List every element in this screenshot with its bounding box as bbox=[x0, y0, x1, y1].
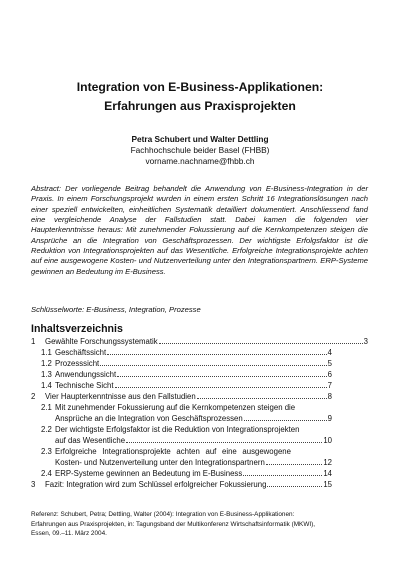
toc-entry bbox=[31, 479, 332, 490]
toc-leader-dots bbox=[244, 420, 327, 421]
toc-entry bbox=[41, 358, 332, 369]
toc-leader-dots bbox=[115, 387, 327, 388]
toc-entry-page: 6 bbox=[327, 370, 332, 379]
toc-leader-dots bbox=[126, 442, 322, 443]
authors: Petra Schubert und Walter Dettling bbox=[131, 134, 269, 144]
toc-entry-title-continued: Ansprüche an die Integration von Geschäftsprozessen bbox=[55, 414, 243, 423]
toc-entry-page: 10 bbox=[323, 436, 332, 445]
toc-leader-dots bbox=[267, 486, 322, 487]
toc-entry-page: 14 bbox=[323, 469, 332, 478]
toc-heading: Inhaltsverzeichnis bbox=[31, 323, 123, 335]
toc-entry-title: Der wichtigste Erfolgsfaktor ist die Reduktion von Integrationsprojekten bbox=[55, 425, 300, 434]
toc-entry-number: 1.4 bbox=[41, 381, 52, 390]
toc-entry-page: 9 bbox=[327, 414, 332, 423]
toc-entry-number: 2.2 bbox=[41, 425, 52, 434]
toc-entry bbox=[31, 391, 332, 402]
toc-entry-first-line bbox=[41, 424, 299, 435]
toc-leader-dots bbox=[159, 343, 363, 344]
toc-entry-page: 12 bbox=[323, 458, 332, 467]
toc-entry-title: Prozesssicht bbox=[55, 359, 100, 368]
toc-entry bbox=[41, 347, 332, 358]
toc-entry bbox=[55, 457, 332, 468]
abstract: Abstract: Der vorliegende Beitrag behandelt die Anwendung von E-Business-Integration in der Praxis. In einem Forschungsprojekt wurden in einem ersten Schritt 16 Integrationslösungen nach einer speziell entwickelten, einheitlichen Systematik detailliert dokumentiert. Anschliessend fand eine vergleichende Analyse der Fallstudien statt. Dabei kamen die folgenden vier Haupterkenntnisse heraus: Mit zunehmender Fokussierung auf die Kernkompetenzen steigen die Ansprüche an die Integration von Geschäftsprozessen. Der wichtigste Erfolgsfaktor ist die Reduktion von Integrationsprojekten auf das Wesentliche. Erfolgreiche Integrationsprojekte achten auf eine ausgewogene Kosten- und Nutzenverteilung unter den Integrationspartnern. ERP-Systeme gewinnen an Bedeutung im E-Business. bbox=[31, 184, 368, 276]
toc-entry-title: Vier Haupterkenntnisse aus den Fallstudien bbox=[45, 392, 196, 401]
paper-title-line2: Erfahrungen aus Praxisprojekten bbox=[104, 99, 296, 113]
toc-entry-title: Gewählte Forschungssystematik bbox=[45, 337, 158, 346]
toc-entry-page: 5 bbox=[327, 359, 332, 368]
toc-entry-first-line bbox=[41, 402, 295, 413]
toc-leader-dots bbox=[243, 475, 322, 476]
toc-entry-page: 8 bbox=[327, 392, 332, 401]
toc-entry-title: Mit zunehmender Fokussierung auf die Kernkompetenzen steigen die bbox=[55, 403, 296, 412]
toc-entry bbox=[41, 468, 332, 479]
paper-title-line1: Integration von E-Business-Applikationen: bbox=[76, 80, 324, 94]
toc-entry-title: Anwendungssicht bbox=[55, 370, 117, 379]
toc-entry-title: ERP-Systeme gewinnen an Bedeutung im E-Business bbox=[55, 469, 243, 478]
reference-line: Referenz: Schubert, Petra; Dettling, Walter (2004): Integration von E-Business-Applikationen: bbox=[31, 511, 295, 518]
toc-entry-first-line bbox=[41, 446, 332, 457]
toc-leader-dots bbox=[197, 398, 327, 399]
toc-entry-title-continued: auf das Wesentliche bbox=[55, 436, 126, 445]
toc-entry-page: 3 bbox=[363, 337, 368, 346]
toc-entry bbox=[55, 413, 332, 424]
toc-entry-page: 7 bbox=[327, 381, 332, 390]
toc-entry-page: 4 bbox=[327, 348, 332, 357]
toc-leader-dots bbox=[107, 354, 327, 355]
affiliation: Fachhochschule beider Basel (FHBB) bbox=[130, 145, 270, 155]
author-email: vorname.nachname@fhbb.ch bbox=[145, 156, 255, 166]
reference-line: Essen, 09.–11. März 2004. bbox=[31, 530, 107, 538]
toc-entry-number: 3 bbox=[31, 480, 36, 489]
toc-entry-title: Geschäftssicht bbox=[55, 348, 107, 357]
toc-entry bbox=[41, 380, 332, 391]
toc-entry-number: 2.3 bbox=[41, 447, 52, 456]
toc-entry-title: Fazit: Integration wird zum Schlüssel erfolgreicher Fokussierung bbox=[45, 480, 267, 489]
toc-entry-title: Erfolgreiche Integrationsprojekte achten auf eine ausgewogene bbox=[55, 447, 291, 456]
keywords: Schlüsselworte: E-Business, Integration, Prozesse bbox=[31, 305, 201, 314]
toc-entry-number: 2.4 bbox=[41, 469, 52, 478]
toc-entry bbox=[41, 369, 332, 380]
toc-leader-dots bbox=[266, 464, 323, 465]
toc-entry-title: Technische Sicht bbox=[55, 381, 114, 390]
toc-entry-number: 1.3 bbox=[41, 370, 52, 379]
toc-entry-number: 1.2 bbox=[41, 359, 52, 368]
toc-entry-number: 2.1 bbox=[41, 403, 52, 412]
toc-entry-title-continued: Kosten- und Nutzenverteilung unter den Integrationspartnern bbox=[55, 458, 265, 467]
reference-footer bbox=[31, 510, 371, 539]
toc-entry-number: 1.1 bbox=[41, 348, 52, 357]
toc-entry-page: 15 bbox=[323, 480, 332, 489]
toc-leader-dots bbox=[100, 365, 326, 366]
reference-line: Erfahrungen aus Praxisprojekten, in: Tagungsband der Multikonferenz Wirtschaftsinformatik (MKWI), bbox=[31, 520, 316, 528]
toc-entry bbox=[55, 435, 332, 446]
toc-entry bbox=[31, 336, 368, 347]
toc-leader-dots bbox=[117, 376, 327, 377]
toc-entry-number: 2 bbox=[31, 392, 36, 401]
toc-entry-number: 1 bbox=[31, 337, 36, 346]
